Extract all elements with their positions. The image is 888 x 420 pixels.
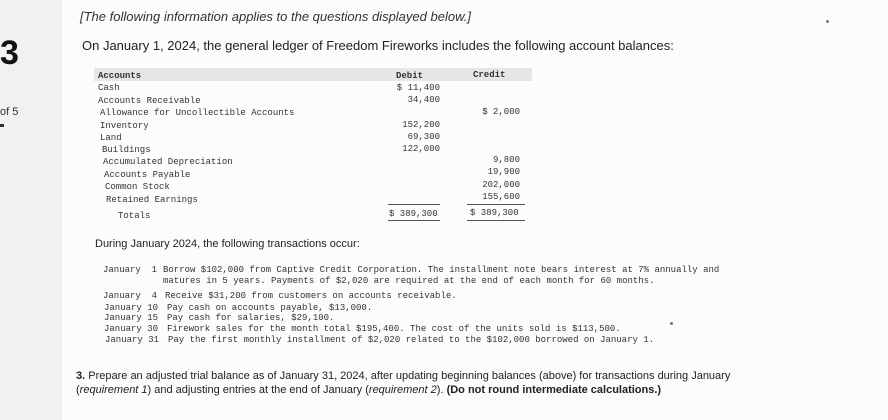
transaction-description: Firework sales for the month total $195,400. The cost of the units sold is $113,500. (167, 324, 621, 334)
transaction-date: January 4 (103, 291, 158, 301)
credit-total-rule (467, 204, 525, 205)
rounding-instruction: (Do not round intermediate calculations.) (446, 384, 662, 396)
account-name: Land (100, 133, 122, 143)
account-name: Accounts Receivable (98, 96, 201, 106)
account-name: Common Stock (105, 182, 170, 192)
credit-amount: 9,800 (492, 155, 520, 165)
account-name: Buildings (102, 145, 151, 155)
indicator-dot-mid (670, 322, 673, 325)
credit-amount: $ 2,000 (482, 107, 520, 117)
transaction-date: January 10 (104, 303, 159, 313)
transaction-description: Borrow $102,000 from Captive Credit Corporation. The installment note bears interest at 7% annually and (163, 265, 720, 275)
question-prompt-line-1 (76, 370, 730, 382)
table-header-background (94, 68, 532, 81)
debit-total-rule (388, 204, 440, 205)
question-number: 3 (0, 34, 19, 72)
account-name: Allowance for Uncollectible Accounts (100, 108, 295, 118)
transaction-description: Receive $31,200 from customers on accounts receivable. (165, 291, 457, 301)
column-header-credit: Credit (473, 70, 506, 80)
question-prompt-text-2b: ) and adjusting entries at the end of January ( (147, 384, 369, 396)
debit-total-double-rule (388, 220, 440, 221)
indicator-dot-top (826, 20, 829, 23)
account-name: Retained Earnings (106, 195, 198, 205)
transaction-description: matures in 5 years. Payments of $2,020 are required at the end of each month for 60 months. (163, 276, 655, 286)
account-name: Accounts Payable (104, 170, 191, 180)
debit-amount: 152,200 (402, 120, 440, 130)
transaction-date: January 1 (103, 265, 158, 275)
debit-amount: 34,400 (407, 95, 440, 105)
credit-amount: 19,900 (487, 167, 520, 177)
column-header-accounts: Accounts (98, 71, 142, 81)
account-name: Cash (98, 83, 120, 93)
debit-amount: 122,000 (402, 144, 440, 154)
credit-amount: 155,600 (482, 192, 520, 202)
question-prompt-text-1: Prepare an adjusted trial balance as of January 31, 2024, after updating beginning balances (above) for transactions during January (88, 370, 731, 382)
debit-amount: $ 11,400 (396, 83, 440, 93)
debit-amount: 69,300 (407, 132, 440, 142)
question-prompt-number: 3. (76, 370, 86, 382)
lead-paragraph: On January 1, 2024, the general ledger of Freedom Fireworks includes the following account balances: (82, 38, 674, 53)
question-prompt-paren-open: ( (76, 384, 80, 396)
transactions-heading: During January 2024, the following transactions occur: (95, 238, 360, 250)
transaction-description: Pay cash for salaries, $29,100. (167, 313, 335, 323)
transaction-date: January 31 (105, 335, 160, 345)
column-header-debit: Debit (396, 71, 424, 81)
account-name: Accumulated Depreciation (103, 157, 233, 167)
credit-amount: 202,000 (482, 180, 520, 190)
question-prompt-text-2c: ). (436, 384, 447, 396)
credit-total: $ 389,300 (470, 208, 519, 218)
question-prompt-line-2 (76, 384, 661, 396)
transaction-date: January 30 (104, 324, 159, 334)
points-label: of 5 (0, 106, 19, 118)
intro-note: [The following information applies to the questions displayed below.] (80, 9, 471, 24)
credit-total-double-rule (467, 220, 525, 221)
points-marker (0, 124, 4, 127)
requirement-2-ref: requirement 2 (368, 384, 437, 396)
account-name: Inventory (100, 121, 149, 131)
transaction-date: January 15 (104, 313, 159, 323)
transaction-description: Pay the first monthly installment of $2,020 related to the $102,000 borrowed on January 1. (168, 335, 655, 345)
requirement-1-ref: requirement 1 (79, 384, 148, 396)
transaction-description: Pay cash on accounts payable, $13,000. (167, 303, 373, 313)
totals-label: Totals (118, 211, 151, 221)
debit-total: $ 389,300 (389, 209, 438, 219)
